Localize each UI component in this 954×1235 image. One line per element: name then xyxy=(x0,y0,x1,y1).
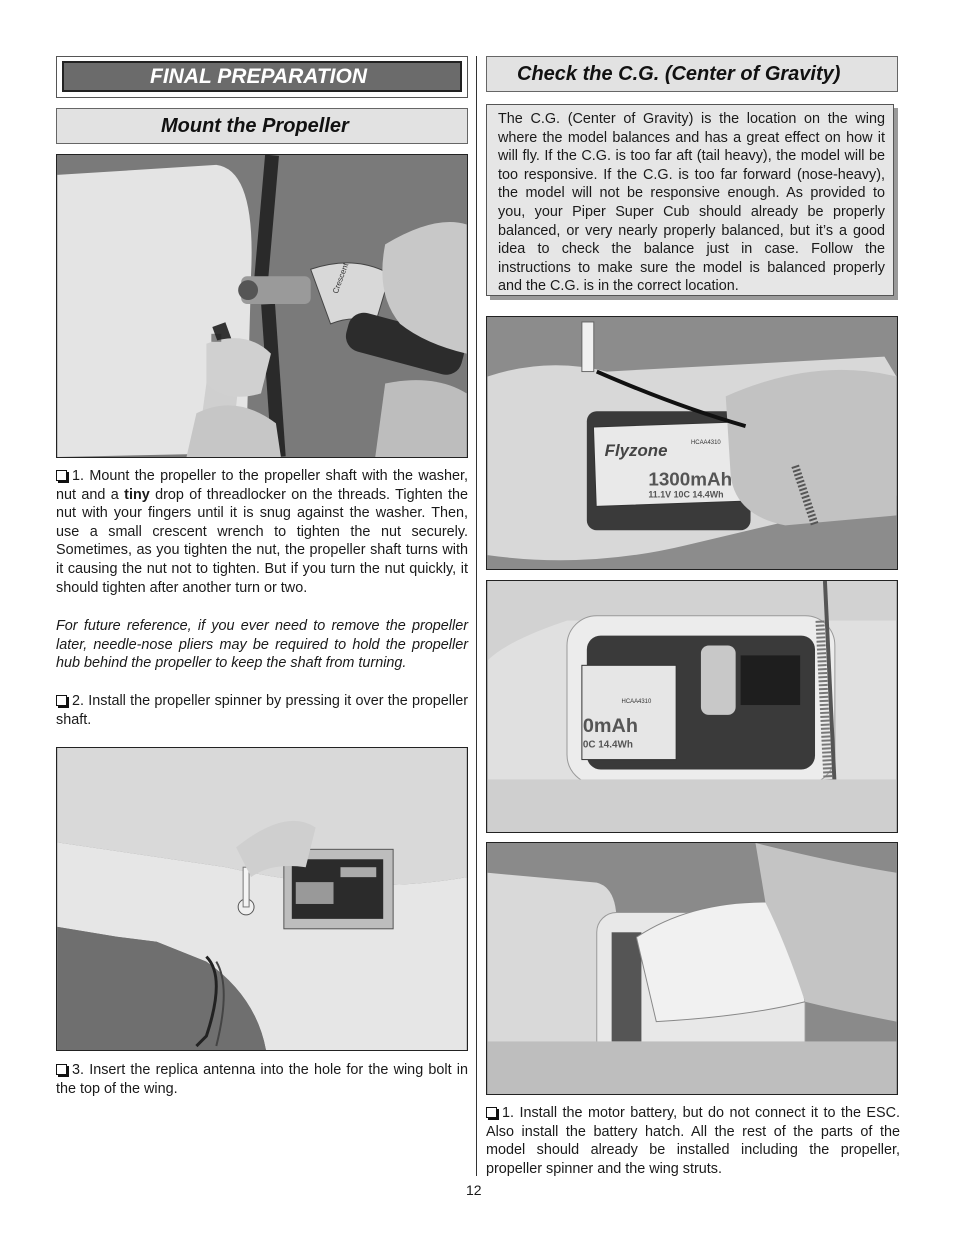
battery-capacity-partial: 0mAh xyxy=(582,714,638,737)
checkbox-icon[interactable] xyxy=(56,1064,67,1075)
checkbox-icon[interactable] xyxy=(56,470,67,481)
battery-capacity-label: 1300mAh xyxy=(648,468,733,490)
step-3-antenna xyxy=(56,1061,468,1098)
battery-illustration xyxy=(487,317,897,569)
step-1-bold: tiny xyxy=(124,486,150,503)
antenna-install-photo xyxy=(56,747,468,1051)
antenna-install-illustration xyxy=(57,748,467,1050)
check-cg-title: Check the C.G. (Center of Gravity) xyxy=(517,62,841,85)
cg-info-box: The C.G. (Center of Gravity) is the location on the wing where the model balances and has a great effect on how it will fly. If the C.G. is too far aft (tail heavy), the model will be too responsive. If the C.G. is too far forward (nose-heavy), the model will not be responsive enough. As provided to you, your Piper Super Cub should already be properly balanced, or very nearly properly balanced, but it’s a good idea to check the balance just in case. Follow the instructions to make sure the model is balanced properly and the C.G. is in the correct location. xyxy=(486,104,894,296)
step-1-text-a: 1. Mount the propeller to the propeller shaft with the washer, nut and a xyxy=(56,468,468,503)
battery-hatch-photo xyxy=(486,842,898,1095)
step-1-mount-propeller xyxy=(56,467,468,597)
step-2-text: 2. Install the propeller spinner by pressing it over the propeller shaft. xyxy=(56,693,468,728)
step-3-text: 3. Insert the replica antenna into the hole for the wing bolt in the top of the wing. xyxy=(56,1062,468,1097)
battery-brand-label: Flyzone xyxy=(604,440,668,460)
checkbox-icon[interactable] xyxy=(486,1107,497,1118)
propeller-mount-photo xyxy=(56,154,468,458)
step-2-spinner xyxy=(56,692,468,729)
propeller-mount-illustration xyxy=(57,155,467,457)
compartment-illustration xyxy=(487,581,897,832)
battery-model-label-2: HCAA4310 xyxy=(621,699,652,706)
checkbox-icon[interactable] xyxy=(56,695,67,706)
battery-spec-label: 11.1V 10C 14.4Wh xyxy=(648,489,724,500)
propeller-removal-note: For future reference, if you ever need to remove the propeller later, needle-nose pliers may be required to hold the propeller hub behind the propeller to keep the shaft from turning. xyxy=(56,618,468,672)
column-divider xyxy=(476,56,477,1176)
final-preparation-title: FINAL PREPARATION xyxy=(62,61,462,92)
step-1-battery-text: 1. Install the motor battery, but do not connect it to the ESC. Also install the battery hatch. All the rest of the parts of the model should already be installed including the propeller, propeller spinner and the wing struts. xyxy=(486,1105,900,1177)
battery-install-photo xyxy=(486,316,898,570)
wrench-engraving: Crescent xyxy=(330,261,351,295)
battery-spec-partial: 0C 14.4Wh xyxy=(582,739,633,751)
battery-compartment-photo xyxy=(486,580,898,833)
mount-propeller-header xyxy=(56,108,468,144)
check-cg-header xyxy=(486,56,898,92)
hatch-illustration xyxy=(487,843,897,1094)
step-1-install-battery xyxy=(486,1104,900,1178)
final-preparation-header xyxy=(56,56,468,98)
mount-propeller-title: Mount the Propeller xyxy=(161,114,349,137)
page-number: 12 xyxy=(466,1182,482,1198)
battery-model-label: HCAA4310 xyxy=(691,439,721,446)
step-1-text-b: drop of threadlocker on the threads. Tighten the nut with your fingers until it is snug against the washer. Then, use a small crescent wrench to tighten the nut securely. Sometimes, as you tighten the nut, the propeller shaft turns with it causing the nut not to tighten. But if you turn the nut quickly, it should tighten after another turn or two. xyxy=(56,486,468,596)
